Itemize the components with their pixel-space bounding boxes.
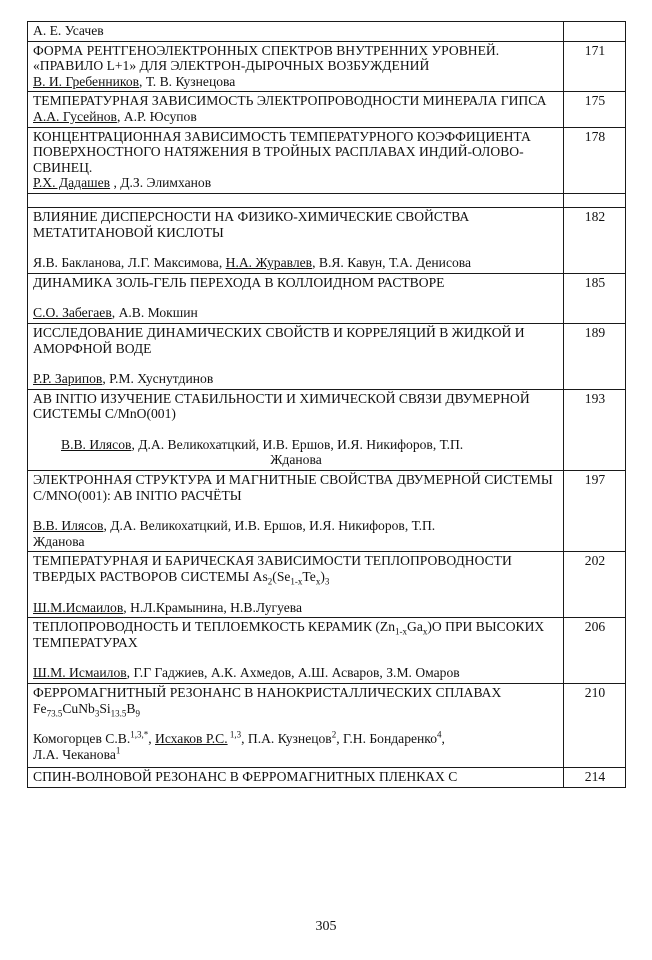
toc-entry-cell xyxy=(28,471,564,552)
toc-authors: А.А. Гусейнов, А.Р. Юсупов xyxy=(33,108,197,124)
toc-entry-cell xyxy=(28,193,564,207)
toc-entry-cell xyxy=(28,41,564,92)
toc-row xyxy=(28,207,626,273)
table-of-contents xyxy=(27,21,626,788)
toc-row xyxy=(28,552,626,618)
toc-row xyxy=(28,768,626,788)
toc-page-number: 175 xyxy=(564,92,626,127)
toc-authors: Комогорцев С.В.$^{1,3,*}$, Исхаков Р.С. $^{1,3}$, П.А. Кузнецов$^2$, Г.Н. Бондаренко$^4$, xyxy=(33,729,445,747)
toc-page-number: 178 xyxy=(564,127,626,193)
toc-entry-cell xyxy=(28,389,564,470)
toc-authors: В.В. Илясов, Д.А. Великохатцкий, И.В. Ершов, И.Я. Никифоров, Т.П. xyxy=(61,436,464,452)
toc-page-number: 202 xyxy=(564,552,626,618)
toc-row xyxy=(28,471,626,552)
toc-authors: Р.Х. Дадашев , Д.З. Элимханов xyxy=(33,175,212,191)
toc-authors: А. Е. Усачев xyxy=(33,23,104,38)
toc-entry-cell xyxy=(28,207,564,273)
toc-page-number: 182 xyxy=(564,207,626,273)
toc-authors: Ш.М. Исмаилов, Г.Г Гаджиев, А.К. Ахмедов, А.Ш. Асваров, З.М. Омаров xyxy=(33,665,460,681)
toc-authors: Р.Р. Зарипов, Р.М. Хуснутдинов xyxy=(33,371,214,387)
toc-title: ФЕРРОМАГНИТНЫЙ РЕЗОНАНС В НАНОКРИСТАЛЛИЧЕСКИХ СПЛАВАХ $Fe_{73.5}CuNb_3Si_{13.5}B_9$ xyxy=(33,685,502,719)
toc-entry-cell xyxy=(28,684,564,768)
toc-speaker: Ш.М.Исмаилов xyxy=(33,599,124,615)
toc-speaker: Р.Р. Зарипов xyxy=(33,371,103,387)
toc-page-number: 197 xyxy=(564,471,626,552)
toc-entry-cell xyxy=(28,552,564,618)
toc-row xyxy=(28,273,626,323)
toc-title: ЭЛЕКТРОННАЯ СТРУКТУРА И МАГНИТНЫЕ СВОЙСТВА ДВУМЕРНОЙ СИСТЕМЫ C/MNO(001): AB INITIO РАСЧЁТЫ xyxy=(33,472,553,503)
toc-speaker: В. И. Гребенников xyxy=(33,73,140,89)
toc-title: СПИН-ВОЛНОВОЙ РЕЗОНАНС В ФЕРРОМАГНИТНЫХ ПЛЕНКАХ С xyxy=(33,769,458,785)
toc-authors: С.О. Забегаев, А.В. Мокшин xyxy=(33,305,198,321)
toc-entry-cell xyxy=(28,323,564,389)
toc-title: КОНЦЕНТРАЦИОННАЯ ЗАВИСИМОСТЬ ТЕМПЕРАТУРНОГО КОЭФФИЦИЕНТА ПОВЕРХНОСТНОГО НАТЯЖЕНИЯ В ТРОЙНЫХ РАСПЛАВАХ ИНДИЙ-ОЛОВО-СВИНЕЦ. xyxy=(33,128,531,175)
toc-row xyxy=(28,127,626,193)
toc-page-number: 210 xyxy=(564,684,626,768)
toc-speaker: В.В. Илясов xyxy=(33,518,104,534)
toc-row-empty xyxy=(28,193,626,207)
toc-entry-cell xyxy=(28,618,564,684)
toc-entry-cell xyxy=(28,127,564,193)
toc-entry-cell xyxy=(28,273,564,323)
toc-title: ИССЛЕДОВАНИЕ ДИНАМИЧЕСКИХ СВОЙСТВ И КОРРЕЛЯЦИЙ В ЖИДКОЙ И АМОРФНОЙ ВОДЕ xyxy=(33,324,525,356)
toc-row xyxy=(28,389,626,470)
toc-speaker: В.В. Илясов xyxy=(61,436,132,452)
toc-row-previous xyxy=(28,22,626,42)
toc-authors-cont: Жданова xyxy=(270,452,322,468)
toc-page-number: 171 xyxy=(564,41,626,92)
toc-speaker: А.А. Гусейнов xyxy=(33,108,117,124)
toc-page-number: 214 xyxy=(564,768,626,788)
toc-speaker: Р.Х. Дадашев xyxy=(33,175,111,191)
toc-title: ДИНАМИКА ЗОЛЬ-ГЕЛЬ ПЕРЕХОДА В КОЛЛОИДНОМ РАСТВОРЕ xyxy=(33,274,445,290)
toc-authors: В.В. Илясов, Д.А. Великохатцкий, И.В. Ершов, И.Я. Никифоров, Т.П. xyxy=(33,518,436,534)
toc-row xyxy=(28,684,626,768)
toc-authors: Я.В. Бакланова, Л.Г. Максимова, Н.А. Журавлев, В.Я. Кавун, Т.А. Денисова xyxy=(33,255,472,271)
toc-page-number: 206 xyxy=(564,618,626,684)
toc-title: ВЛИЯНИЕ ДИСПЕРСНОСТИ НА ФИЗИКО-ХИМИЧЕСКИЕ СВОЙСТВА МЕТАТИТАНОВОЙ КИСЛОТЫ xyxy=(33,208,470,240)
toc-speaker: Исхаков Р.С. xyxy=(155,731,228,747)
toc-speaker: Ш.М. Исмаилов xyxy=(33,665,127,681)
toc-entry-cell xyxy=(28,22,564,42)
toc-page-number: 185 xyxy=(564,273,626,323)
toc-title: ТЕПЛОПРОВОДНОСТЬ И ТЕПЛОЕМКОСТЬ КЕРАМИК $(Zn_{1-x}Ga_x)O$ ПРИ ВЫСОКИХ ТЕМПЕРАТУРАХ xyxy=(33,619,545,650)
toc-page-cell xyxy=(564,22,626,42)
toc-page-number: 193 xyxy=(564,389,626,470)
toc-page-number: 189 xyxy=(564,323,626,389)
toc-authors: В. И. Гребенников, Т. В. Кузнецова xyxy=(33,73,236,89)
toc-row xyxy=(28,92,626,127)
page-number: 305 xyxy=(315,919,337,934)
toc-title: AB INITIO ИЗУЧЕНИЕ СТАБИЛЬНОСТИ И ХИМИЧЕСКОЙ СВЯЗИ ДВУМЕРНОЙ СИСТЕМЫ C/MnO(001) xyxy=(33,390,530,422)
toc-authors-cont: Жданова xyxy=(33,533,85,549)
toc-row xyxy=(28,323,626,389)
toc-page-cell xyxy=(564,193,626,207)
toc-row xyxy=(28,41,626,92)
toc-title: ФОРМА РЕНТГЕНОЭЛЕКТРОННЫХ СПЕКТРОВ ВНУТРЕННИХ УРОВНЕЙ. «ПРАВИЛО L+1» ДЛЯ ЭЛЕКТРОН-ДЫРОЧНЫХ ВОЗБУЖДЕНИЙ xyxy=(33,42,500,74)
toc-entry-cell xyxy=(28,92,564,127)
toc-row xyxy=(28,618,626,684)
toc-title: ТЕМПЕРАТУРНАЯ И БАРИЧЕСКАЯ ЗАВИСИМОСТИ ТЕПЛОПРОВОДНОСТИ ТВЕРДЫХ РАСТВОРОВ СИСТЕМЫ $As_2(Se_{1-x}Te_x)_3$ xyxy=(33,553,512,587)
toc-title: ТЕМПЕРАТУРНАЯ ЗАВИСИМОСТЬ ЭЛЕКТРОПРОВОДНОСТИ МИНЕРАЛА ГИПСА xyxy=(33,93,547,109)
toc-speaker: С.О. Забегаев xyxy=(33,305,112,321)
toc-authors: Ш.М.Исмаилов, Н.Л.Крамынина, Н.В.Лугуева xyxy=(33,599,303,615)
toc-authors-cont: Л.А. Чеканова$^1$ xyxy=(33,745,121,762)
toc-speaker: Н.А. Журавлев xyxy=(225,255,313,271)
toc-entry-cell xyxy=(28,768,564,788)
